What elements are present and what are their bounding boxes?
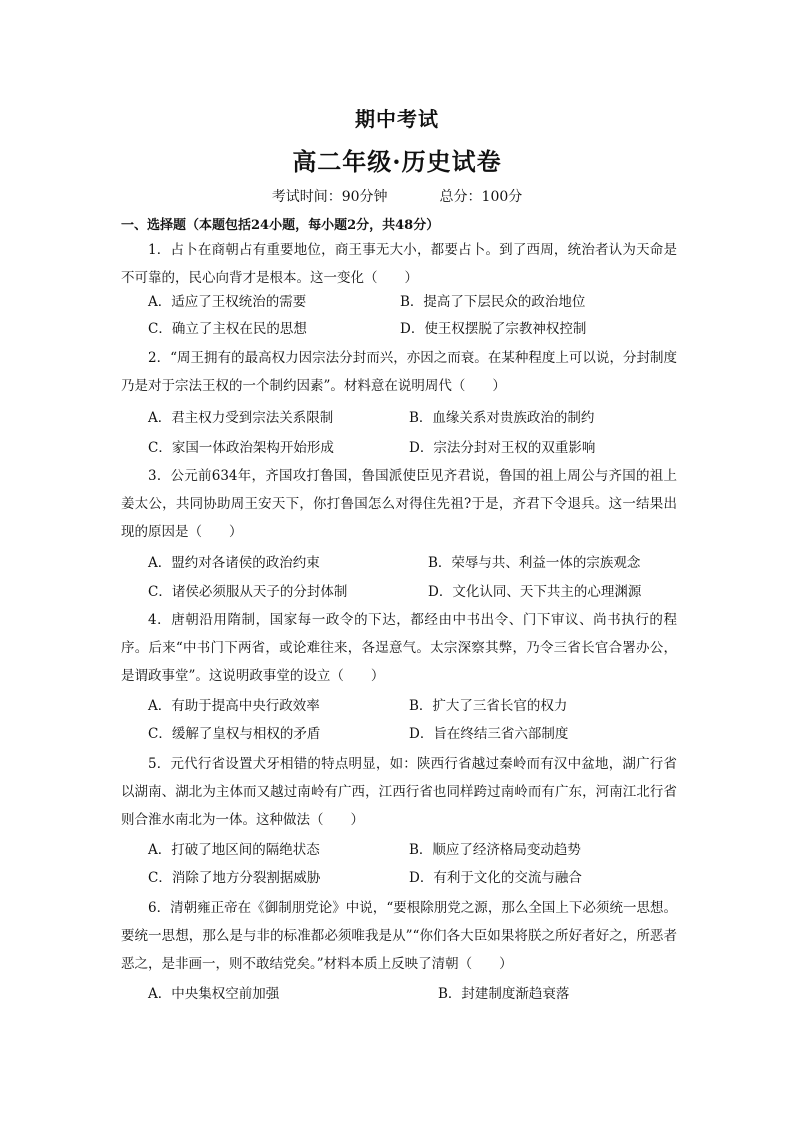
option-row [148, 404, 668, 432]
question-stem: 3．公元前634年，齐国攻打鲁国，鲁国派使臣见齐君说，鲁国的祖上周公与齐国的祖上姜太公，共同协助周王安天下，你打鲁国怎么对得住先祖?于是，齐君下令退兵。这一结果出现的原因是（ ） [121, 468, 677, 540]
option: C．确立了主权在民的思想 [148, 321, 307, 337]
option: B．顺应了经济格局变动趋势 [409, 842, 581, 858]
question-stem: 6．清朝雍正帝在《御制朋党论》中说，“要根除朋党之源，那么全国上下必须统一思想。要统一思想，那么是与非的标准都必须唯我是从”“你们各大臣如果将朕之所好者好之，所恶者恶之，是非画一，则不敢结党矣。”材料本质上反映了清朝（ ） [121, 900, 677, 972]
option: D．有利于文化的交流与融合 [409, 870, 582, 886]
option: A．盟约对各诸侯的政治约束 [148, 555, 320, 571]
option: B．血缘关系对贵族政治的制约 [409, 410, 595, 426]
option: D．宗法分封对王权的双重影响 [409, 440, 596, 456]
option: C．消除了地方分裂割据威胁 [148, 870, 321, 886]
question-stem: 5．元代行省设置犬牙相错的特点明显，如：陕西行省越过秦岭而有汉中盆地，湖广行省以湖南、湖北为主体而又越过南岭有广西，江西行省也同样跨过南岭而有广东，河南江北行省则合淮水南北为一体。这种做法（ ） [121, 756, 677, 828]
question-stem: 1．占卜在商朝占有重要地位，商王事无大小，都要占卜。到了西周，统治者认为天命是不可靠的，民心向背才是根本。这一变化（ ） [121, 242, 677, 286]
option: B．荣辱与共、利益一体的宗族观念 [428, 555, 641, 571]
option: A．中央集权空前加强 [148, 986, 280, 1002]
option-row [148, 720, 668, 748]
option: A．君主权力受到宗法关系限制 [148, 410, 334, 426]
exam-score: 总分：100分 [439, 189, 523, 205]
option: A．适应了王权统治的需要 [148, 294, 307, 310]
exam-meta [0, 186, 794, 206]
option: C．家国一体政治架构开始形成 [148, 440, 334, 456]
option-row [148, 315, 668, 343]
option: D．文化认同、天下共主的心理渊源 [428, 584, 642, 600]
option: A．打破了地区间的隔绝状态 [148, 842, 320, 858]
section-heading: 一、选择题（本题包括24小题，每小题2分，共48分） [121, 218, 440, 233]
option-row [148, 836, 668, 864]
option: B．扩大了三省长官的权力 [409, 698, 568, 714]
option-row [148, 549, 668, 577]
option-row [148, 864, 668, 892]
option-row [148, 434, 668, 462]
option: D．使王权摆脱了宗教神权控制 [400, 321, 587, 337]
option: B．封建制度渐趋衰落 [438, 986, 570, 1002]
option-row [148, 980, 668, 1008]
question-stem: 2．“周王拥有的最高权力因宗法分封而兴，亦因之而衰。在某种程度上可以说，分封制度乃是对于宗法王权的一个制约因素”。材料意在说明周代（ ） [121, 350, 677, 394]
page-subtitle: 高二年级·历史试卷 [292, 147, 502, 176]
option: C．缓解了皇权与相权的矛盾 [148, 726, 321, 742]
option-row [148, 692, 668, 720]
option: C．诸侯必须服从天子的分封体制 [148, 584, 348, 600]
option: D．旨在终结三省六部制度 [409, 726, 569, 742]
option: A．有助于提高中央行政效率 [148, 698, 320, 714]
page-title: 期中考试 [355, 107, 439, 131]
question-stem: 4．唐朝沿用隋制，国家每一政令的下达，都经由中书出令、门下审议、尚书执行的程序。后来“中书门下两省，或论难往来，各逞意气。太宗深察其弊，乃令三省长官合署办公，是谓政事堂”。这说明政事堂的设立（ ） [121, 612, 677, 684]
option: B．提高了下层民众的政治地位 [400, 294, 586, 310]
option-row [148, 288, 668, 316]
exam-time: 考试时间：90分钟 [271, 189, 388, 205]
option-row [148, 578, 668, 606]
